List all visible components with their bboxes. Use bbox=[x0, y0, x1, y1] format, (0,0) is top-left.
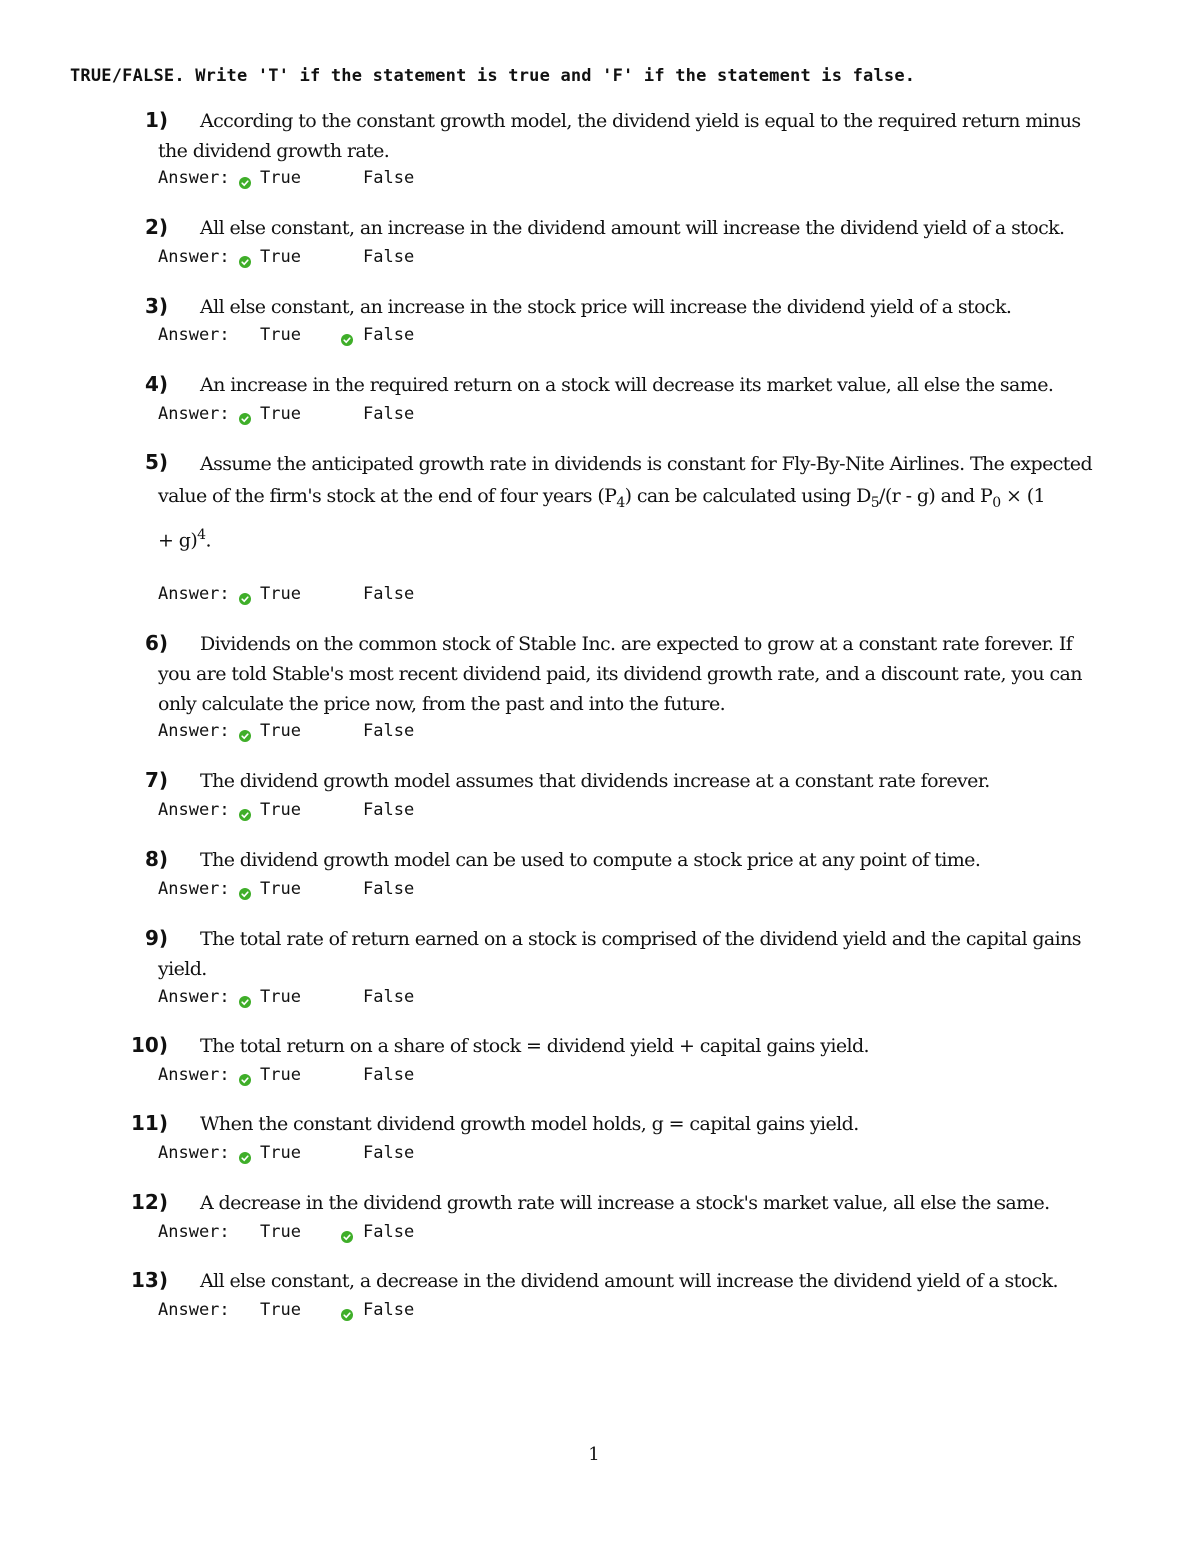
question-number: 12) bbox=[131, 1190, 168, 1214]
correct-check-icon bbox=[239, 806, 251, 818]
question-number: 3) bbox=[144, 294, 168, 318]
answer-label: Answer: bbox=[158, 1300, 230, 1320]
answer-option-false[interactable]: False bbox=[363, 1222, 415, 1242]
correct-check-icon bbox=[239, 727, 251, 739]
question-statement bbox=[158, 448, 1108, 556]
question-number: 13) bbox=[131, 1268, 168, 1292]
answer-option-false[interactable]: False bbox=[363, 1065, 415, 1085]
answer-label: Answer: bbox=[158, 1065, 230, 1085]
answer-option-true[interactable]: True bbox=[260, 247, 301, 267]
question-statement: An increase in the required return on a stock will decrease its market value, all else the same. bbox=[200, 374, 1054, 396]
answer-option-false[interactable]: False bbox=[363, 404, 415, 424]
answer-option-false[interactable]: False bbox=[363, 1143, 415, 1163]
question-number: 5) bbox=[144, 450, 168, 474]
correct-check-icon bbox=[239, 993, 251, 1005]
question-number: 6) bbox=[144, 631, 168, 655]
answer-option-true[interactable]: True bbox=[260, 721, 301, 741]
answer-label: Answer: bbox=[158, 879, 230, 899]
answer-option-true[interactable]: True bbox=[260, 168, 301, 188]
statement-text: /(r - g) and P bbox=[879, 485, 993, 507]
instructions-heading: TRUE/FALSE. Write 'T' if the statement is true and 'F' if the statement is false. bbox=[70, 66, 916, 86]
statement-subscript: 0 bbox=[992, 494, 1001, 511]
statement-text: ) can be calculated using D bbox=[624, 485, 871, 507]
question-number: 8) bbox=[144, 847, 168, 871]
correct-check-icon bbox=[341, 331, 353, 343]
answer-option-false[interactable]: False bbox=[363, 584, 415, 604]
answer-option-true[interactable]: True bbox=[260, 800, 301, 820]
question-statement: The total rate of return earned on a stock is comprised of the dividend yield and the capital gains yield. bbox=[158, 928, 1081, 980]
correct-check-icon bbox=[239, 410, 251, 422]
statement-subscript: 4 bbox=[616, 494, 625, 511]
correct-check-icon bbox=[341, 1228, 353, 1240]
answer-label: Answer: bbox=[158, 1222, 230, 1242]
answer-option-true[interactable]: True bbox=[260, 1065, 301, 1085]
answer-label: Answer: bbox=[158, 168, 230, 188]
answer-label: Answer: bbox=[158, 247, 230, 267]
answer-option-false[interactable]: False bbox=[363, 987, 415, 1007]
question-statement: All else constant, an increase in the dividend amount will increase the dividend yield of a stock. bbox=[200, 217, 1065, 239]
correct-check-icon bbox=[239, 1071, 251, 1083]
question-statement: The dividend growth model assumes that dividends increase at a constant rate forever. bbox=[200, 770, 990, 792]
question-statement: All else constant, an increase in the stock price will increase the dividend yield of a stock. bbox=[200, 296, 1012, 318]
answer-option-true[interactable]: True bbox=[260, 1300, 301, 1320]
answer-label: Answer: bbox=[158, 721, 230, 741]
answer-label: Answer: bbox=[158, 800, 230, 820]
question-number: 2) bbox=[144, 215, 168, 239]
answer-option-true[interactable]: True bbox=[260, 1143, 301, 1163]
answer-option-false[interactable]: False bbox=[363, 1300, 415, 1320]
question-number: 11) bbox=[131, 1111, 168, 1135]
answer-option-false[interactable]: False bbox=[363, 325, 415, 345]
answer-option-false[interactable]: False bbox=[363, 168, 415, 188]
statement-text: Assume the anticipated growth rate in dividends is constant for Fly-By-Nite Airlines. The expected value of the firm's stock at the end of four years (P bbox=[158, 453, 1093, 507]
answer-option-false[interactable]: False bbox=[363, 800, 415, 820]
statement-text: . bbox=[205, 529, 211, 552]
answer-label: Answer: bbox=[158, 584, 230, 604]
answer-option-false[interactable]: False bbox=[363, 879, 415, 899]
correct-check-icon bbox=[239, 885, 251, 897]
page-number: 1 bbox=[588, 1444, 600, 1465]
answer-label: Answer: bbox=[158, 325, 230, 345]
correct-check-icon bbox=[341, 1306, 353, 1318]
answer-label: Answer: bbox=[158, 987, 230, 1007]
question-number: 10) bbox=[131, 1033, 168, 1057]
statement-subscript: 5 bbox=[870, 494, 880, 511]
question-statement: A decrease in the dividend growth rate will increase a stock's market value, all else the same. bbox=[200, 1192, 1050, 1214]
answer-label: Answer: bbox=[158, 1143, 230, 1163]
answer-option-true[interactable]: True bbox=[260, 1222, 301, 1242]
question-number: 9) bbox=[144, 926, 168, 950]
question-statement: Dividends on the common stock of Stable Inc. are expected to grow at a constant rate forever. If you are told Stable's most recent dividend paid, its dividend growth rate, and a discount rate, you can only calculate the price now, from the past and into the future. bbox=[158, 633, 1082, 715]
question-number: 7) bbox=[144, 768, 168, 792]
correct-check-icon bbox=[239, 253, 251, 265]
question-statement: The total return on a share of stock = dividend yield + capital gains yield. bbox=[200, 1035, 869, 1057]
answer-label: Answer: bbox=[158, 404, 230, 424]
answer-option-true[interactable]: True bbox=[260, 404, 301, 424]
question-statement: When the constant dividend growth model holds, g = capital gains yield. bbox=[200, 1113, 859, 1135]
question-statement: The dividend growth model can be used to compute a stock price at any point of time. bbox=[200, 849, 981, 871]
question-statement: All else constant, a decrease in the dividend amount will increase the dividend yield of a stock. bbox=[200, 1270, 1058, 1292]
question-number: 4) bbox=[144, 372, 168, 396]
statement-text: + g) bbox=[158, 529, 198, 552]
question-number: 1) bbox=[144, 108, 168, 132]
answer-option-true[interactable]: True bbox=[260, 584, 301, 604]
answer-option-false[interactable]: False bbox=[363, 247, 415, 267]
correct-check-icon bbox=[239, 1149, 251, 1161]
answer-option-false[interactable]: False bbox=[363, 721, 415, 741]
question-statement: According to the constant growth model, the dividend yield is equal to the required return minus the dividend growth rate. bbox=[158, 110, 1081, 162]
correct-check-icon bbox=[239, 174, 251, 186]
statement-text: × (1 bbox=[1000, 485, 1046, 507]
statement-supscript: 4 bbox=[197, 526, 206, 543]
answer-option-true[interactable]: True bbox=[260, 987, 301, 1007]
answer-option-true[interactable]: True bbox=[260, 325, 301, 345]
answer-option-true[interactable]: True bbox=[260, 879, 301, 899]
correct-check-icon bbox=[239, 590, 251, 602]
